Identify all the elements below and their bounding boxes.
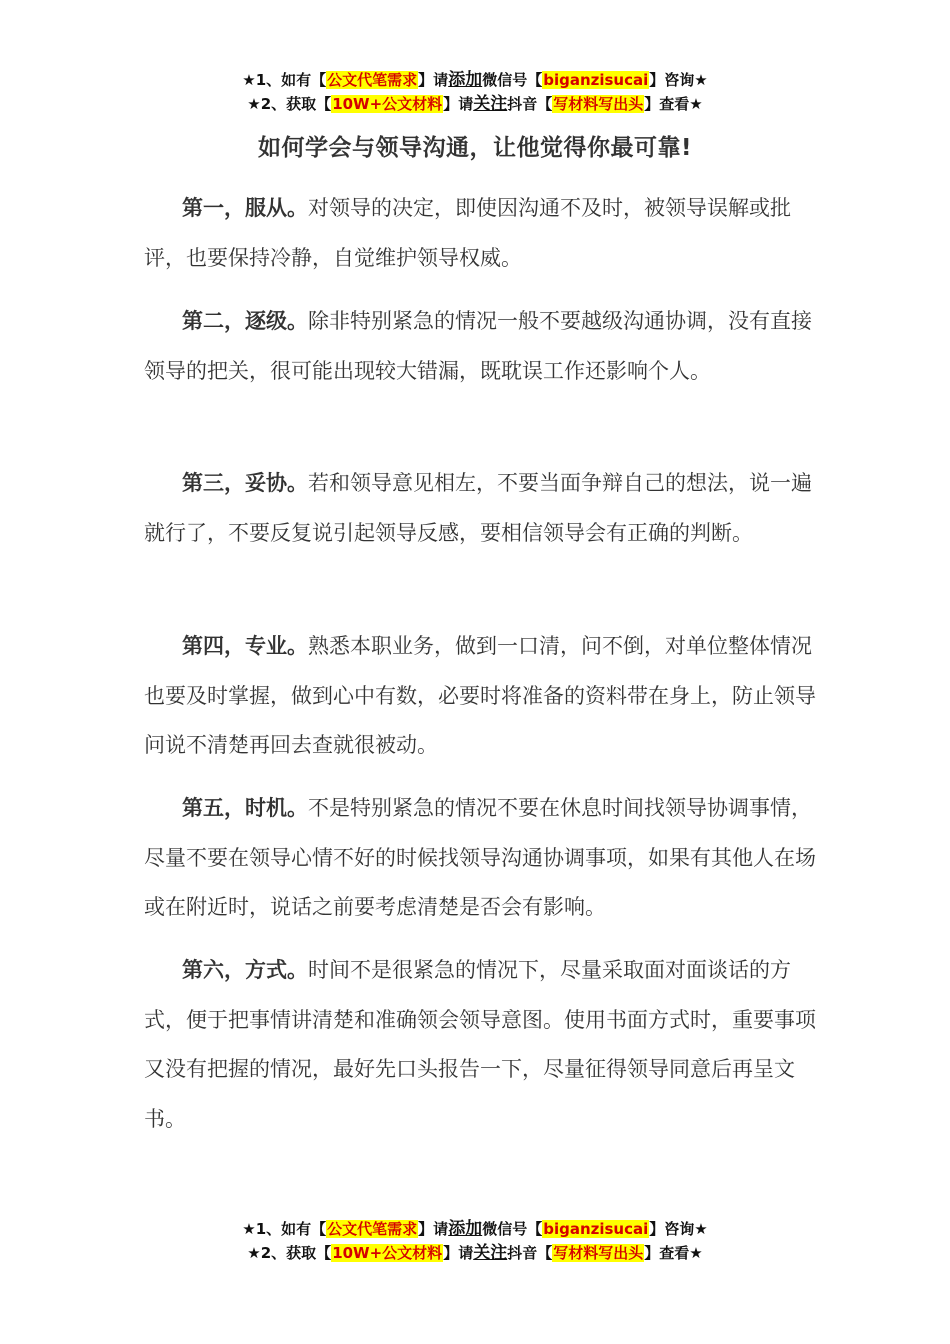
banner-text: 】查看 (644, 95, 690, 113)
banner-emphasis: 关注 (473, 94, 508, 114)
highlight-douyin-account[interactable]: 写材料写出头 (553, 1244, 644, 1262)
banner-text: 1、如有【 (255, 1220, 327, 1238)
paragraph-lead: 第三，妥协。 (182, 471, 308, 495)
banner-text: 微信号【 (482, 71, 543, 89)
paragraph (144, 184, 824, 283)
banner-text: 】查看 (644, 1244, 690, 1262)
banner-text: 2、获取【 (260, 1244, 332, 1262)
paragraph-text: 除非特别紧急的情况一般不要越级沟通协调，没有直接领导的把关，很可能出现较大错漏，既耽误工作还影响个人。 (144, 309, 812, 383)
paragraph-lead: 第四，专业。 (182, 634, 308, 658)
paragraph-text: 熟悉本职业务，做到一口清，问不倒，对单位整体情况也要及时掌握，做到心中有数，必要时将准备的资料带在身上，防止领导问说不清楚再回去查就很被动。 (144, 634, 816, 757)
star-icon: ★ (242, 1220, 256, 1238)
paragraph (144, 784, 824, 933)
paragraph-text: 对领导的决定，即使因沟通不及时，被领导误解或批评，也要保持冷静，自觉维护领导权威。 (144, 196, 791, 270)
paragraph (144, 297, 824, 396)
banner-emphasis: 添加 (448, 1219, 483, 1239)
highlight-materials: 10W+公文材料 (332, 1244, 443, 1262)
header-banner (0, 68, 950, 116)
star-icon: ★ (694, 71, 708, 89)
paragraph-lead: 第五，时机。 (182, 796, 308, 820)
banner-text: 】请 (418, 71, 449, 89)
banner-line-2 (0, 1241, 950, 1265)
banner-text: 】请 (443, 95, 474, 113)
banner-text: 抖音【 (507, 95, 553, 113)
star-icon: ★ (242, 71, 256, 89)
star-icon: ★ (247, 95, 261, 113)
banner-text: 2、获取【 (260, 95, 332, 113)
banner-text: 微信号【 (482, 1220, 543, 1238)
footer-banner (0, 1217, 950, 1265)
highlight-service: 公文代笔需求 (327, 1220, 418, 1238)
banner-text: 1、如有【 (255, 71, 327, 89)
banner-line-1 (0, 1217, 950, 1241)
star-icon: ★ (247, 1244, 261, 1262)
paragraph-text: 不是特别紧急的情况不要在休息时间找领导协调事情，尽量不要在领导心情不好的时候找领导沟通协调事项，如果有其他人在场或在附近时，说话之前要考虑清楚是否会有影响。 (144, 796, 816, 919)
star-icon: ★ (689, 1244, 703, 1262)
banner-line-1 (0, 68, 950, 92)
banner-text: 】请 (418, 1220, 449, 1238)
banner-emphasis: 添加 (448, 70, 483, 90)
highlight-materials: 10W+公文材料 (332, 95, 443, 113)
banner-emphasis: 关注 (473, 1243, 508, 1263)
banner-text: 】咨询 (649, 71, 695, 89)
banner-text: 抖音【 (507, 1244, 553, 1262)
paragraph (144, 459, 824, 558)
paragraph-lead: 第一，服从。 (182, 196, 308, 220)
banner-text: 】请 (443, 1244, 474, 1262)
paragraph-text: 时间不是很紧急的情况下，尽量采取面对面谈话的方式，便于把事情讲清楚和准确领会领导意图。使用书面方式时，重要事项又没有把握的情况，最好先口头报告一下，尽量征得领导同意后再呈文书。 (144, 958, 816, 1131)
highlight-service: 公文代笔需求 (327, 71, 418, 89)
document-title: 如何学会与领导沟通，让他觉得你最可靠! (258, 135, 692, 161)
highlight-wechat-id[interactable]: biganzisucai (543, 71, 649, 89)
banner-line-2 (0, 92, 950, 116)
star-icon: ★ (694, 1220, 708, 1238)
highlight-douyin-account[interactable]: 写材料写出头 (553, 95, 644, 113)
paragraph (144, 946, 824, 1144)
highlight-wechat-id[interactable]: biganzisucai (543, 1220, 649, 1238)
paragraph-text: 若和领导意见相左，不要当面争辩自己的想法，说一遍就行了，不要反复说引起领导反感，要相信领导会有正确的判断。 (144, 471, 812, 545)
star-icon: ★ (689, 95, 703, 113)
paragraph-lead: 第六，方式。 (182, 958, 308, 982)
paragraph-lead: 第二，逐级。 (182, 309, 308, 333)
paragraph (144, 622, 824, 771)
banner-text: 】咨询 (649, 1220, 695, 1238)
